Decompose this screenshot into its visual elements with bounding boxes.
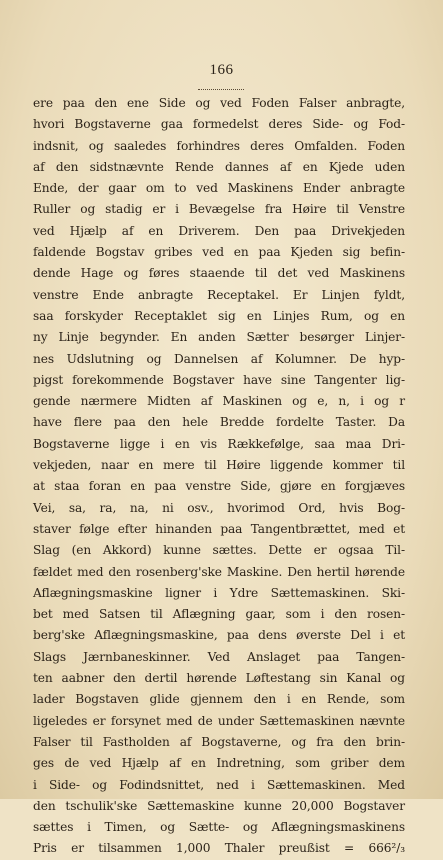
text-line: bet med Satsen til Aflægning gaar, som i den rosen- bbox=[33, 607, 405, 622]
text-line: indsnit, og saaledes forhindres deres Omfalden. Foden bbox=[33, 138, 405, 153]
text-line: venstre Ende anbragte Receptakel. Er Linjen fyldt, bbox=[33, 287, 405, 302]
text-line: ges de ved Hjælp af en Indretning, som griber dem bbox=[33, 756, 405, 771]
text-line: ved Hjælp af en Driverem. Den paa Drivekjeden bbox=[33, 223, 405, 238]
text-line: ny Linje begynder. En anden Sætter besørger Linjer- bbox=[33, 330, 405, 345]
body-text bbox=[33, 93, 405, 860]
text-line: ten aabner den dertil hørende Løftestang sin Kanal og bbox=[33, 671, 405, 686]
text-line: Vei, sa, ra, na, ni osv., hvorimod Ord, hvis Bog- bbox=[33, 500, 405, 515]
text-line: Aflægningsmaskine ligner i Ydre Sættemaskinen. Ski- bbox=[33, 585, 405, 600]
page-number-ornament bbox=[198, 86, 244, 90]
text-line: ere paa den ene Side og ved Foden Falser anbragte, bbox=[33, 96, 405, 110]
text-line: sættes i Timen, og Sætte- og Aflægningsmaskinens bbox=[33, 820, 405, 835]
text-line: staver følge efter hinanden paa Tangentbrættet, med et bbox=[33, 521, 405, 536]
text-line: vekjeden, naar en mere til Høire liggende kommer til bbox=[33, 458, 405, 473]
text-line: faldende Bogstav gribes ved en paa Kjeden sig befin- bbox=[33, 245, 405, 260]
text-line: Pris er tilsammen 1,000 Thaler preußist = 666²/₃ bbox=[33, 841, 405, 856]
text-line: at staa foran en paa venstre Side, gjøre en forgjæves bbox=[33, 479, 405, 494]
text-line: saa forskyder Receptaklet sig en Linjes Rum, og en bbox=[33, 308, 405, 323]
text-line: have flere paa den hele Bredde fordelte Taster. Da bbox=[33, 415, 405, 430]
text-line: i Side- og Fodindsnittet, ned i Sættemaskinen. Med bbox=[33, 777, 405, 792]
text-line: Ende, der gaar om to ved Maskinens Ender anbragte bbox=[33, 181, 405, 196]
text-line: Slags Jærnbaneskinner. Ved Anslaget paa Tangen- bbox=[33, 649, 405, 664]
text-line: ligeledes er forsynet med de under Sættemaskinen nævnte bbox=[33, 713, 405, 728]
text-line: hvori Bogstaverne gaa formedelst deres Side- og Fod- bbox=[33, 117, 405, 132]
text-line: nes Udslutning og Dannelsen af Kolumner. De hyp- bbox=[33, 351, 405, 366]
text-line: berg'ske Aflægningsmaskine, paa dens øverste Del i et bbox=[33, 628, 405, 643]
text-line: Ruller og stadig er i Bevægelse fra Høire til Venstre bbox=[33, 202, 405, 217]
text-line: pigst forekommende Bogstaver have sine Tangenter lig- bbox=[33, 372, 405, 387]
text-line: gende nærmere Midten af Maskinen og e, n, i og r bbox=[33, 394, 405, 409]
text-line: Bogstaverne ligge i en vis Rækkefølge, saa maa Dri- bbox=[33, 436, 405, 451]
text-line: dende Hage og føres staaende til det ved Maskinens bbox=[33, 266, 405, 281]
page-number: 166 bbox=[209, 62, 234, 78]
text-line: af den sidstnævnte Rende dannes af en Kjede uden bbox=[33, 159, 405, 174]
text-line: Falser til Fastholden af Bogstaverne, og fra den brin- bbox=[33, 734, 405, 749]
text-line: Slag (en Akkord) kunne sættes. Dette er ogsaa Til- bbox=[33, 543, 405, 558]
text-line: fældet med den rosenberg'ske Maskine. Den hertil hørende bbox=[33, 564, 405, 579]
text-line: den tschulik'ske Sættemaskine kunne 20,000 Bogstaver bbox=[33, 798, 405, 813]
text-line: lader Bogstaven glide gjennem den i en Rende, som bbox=[33, 692, 405, 707]
